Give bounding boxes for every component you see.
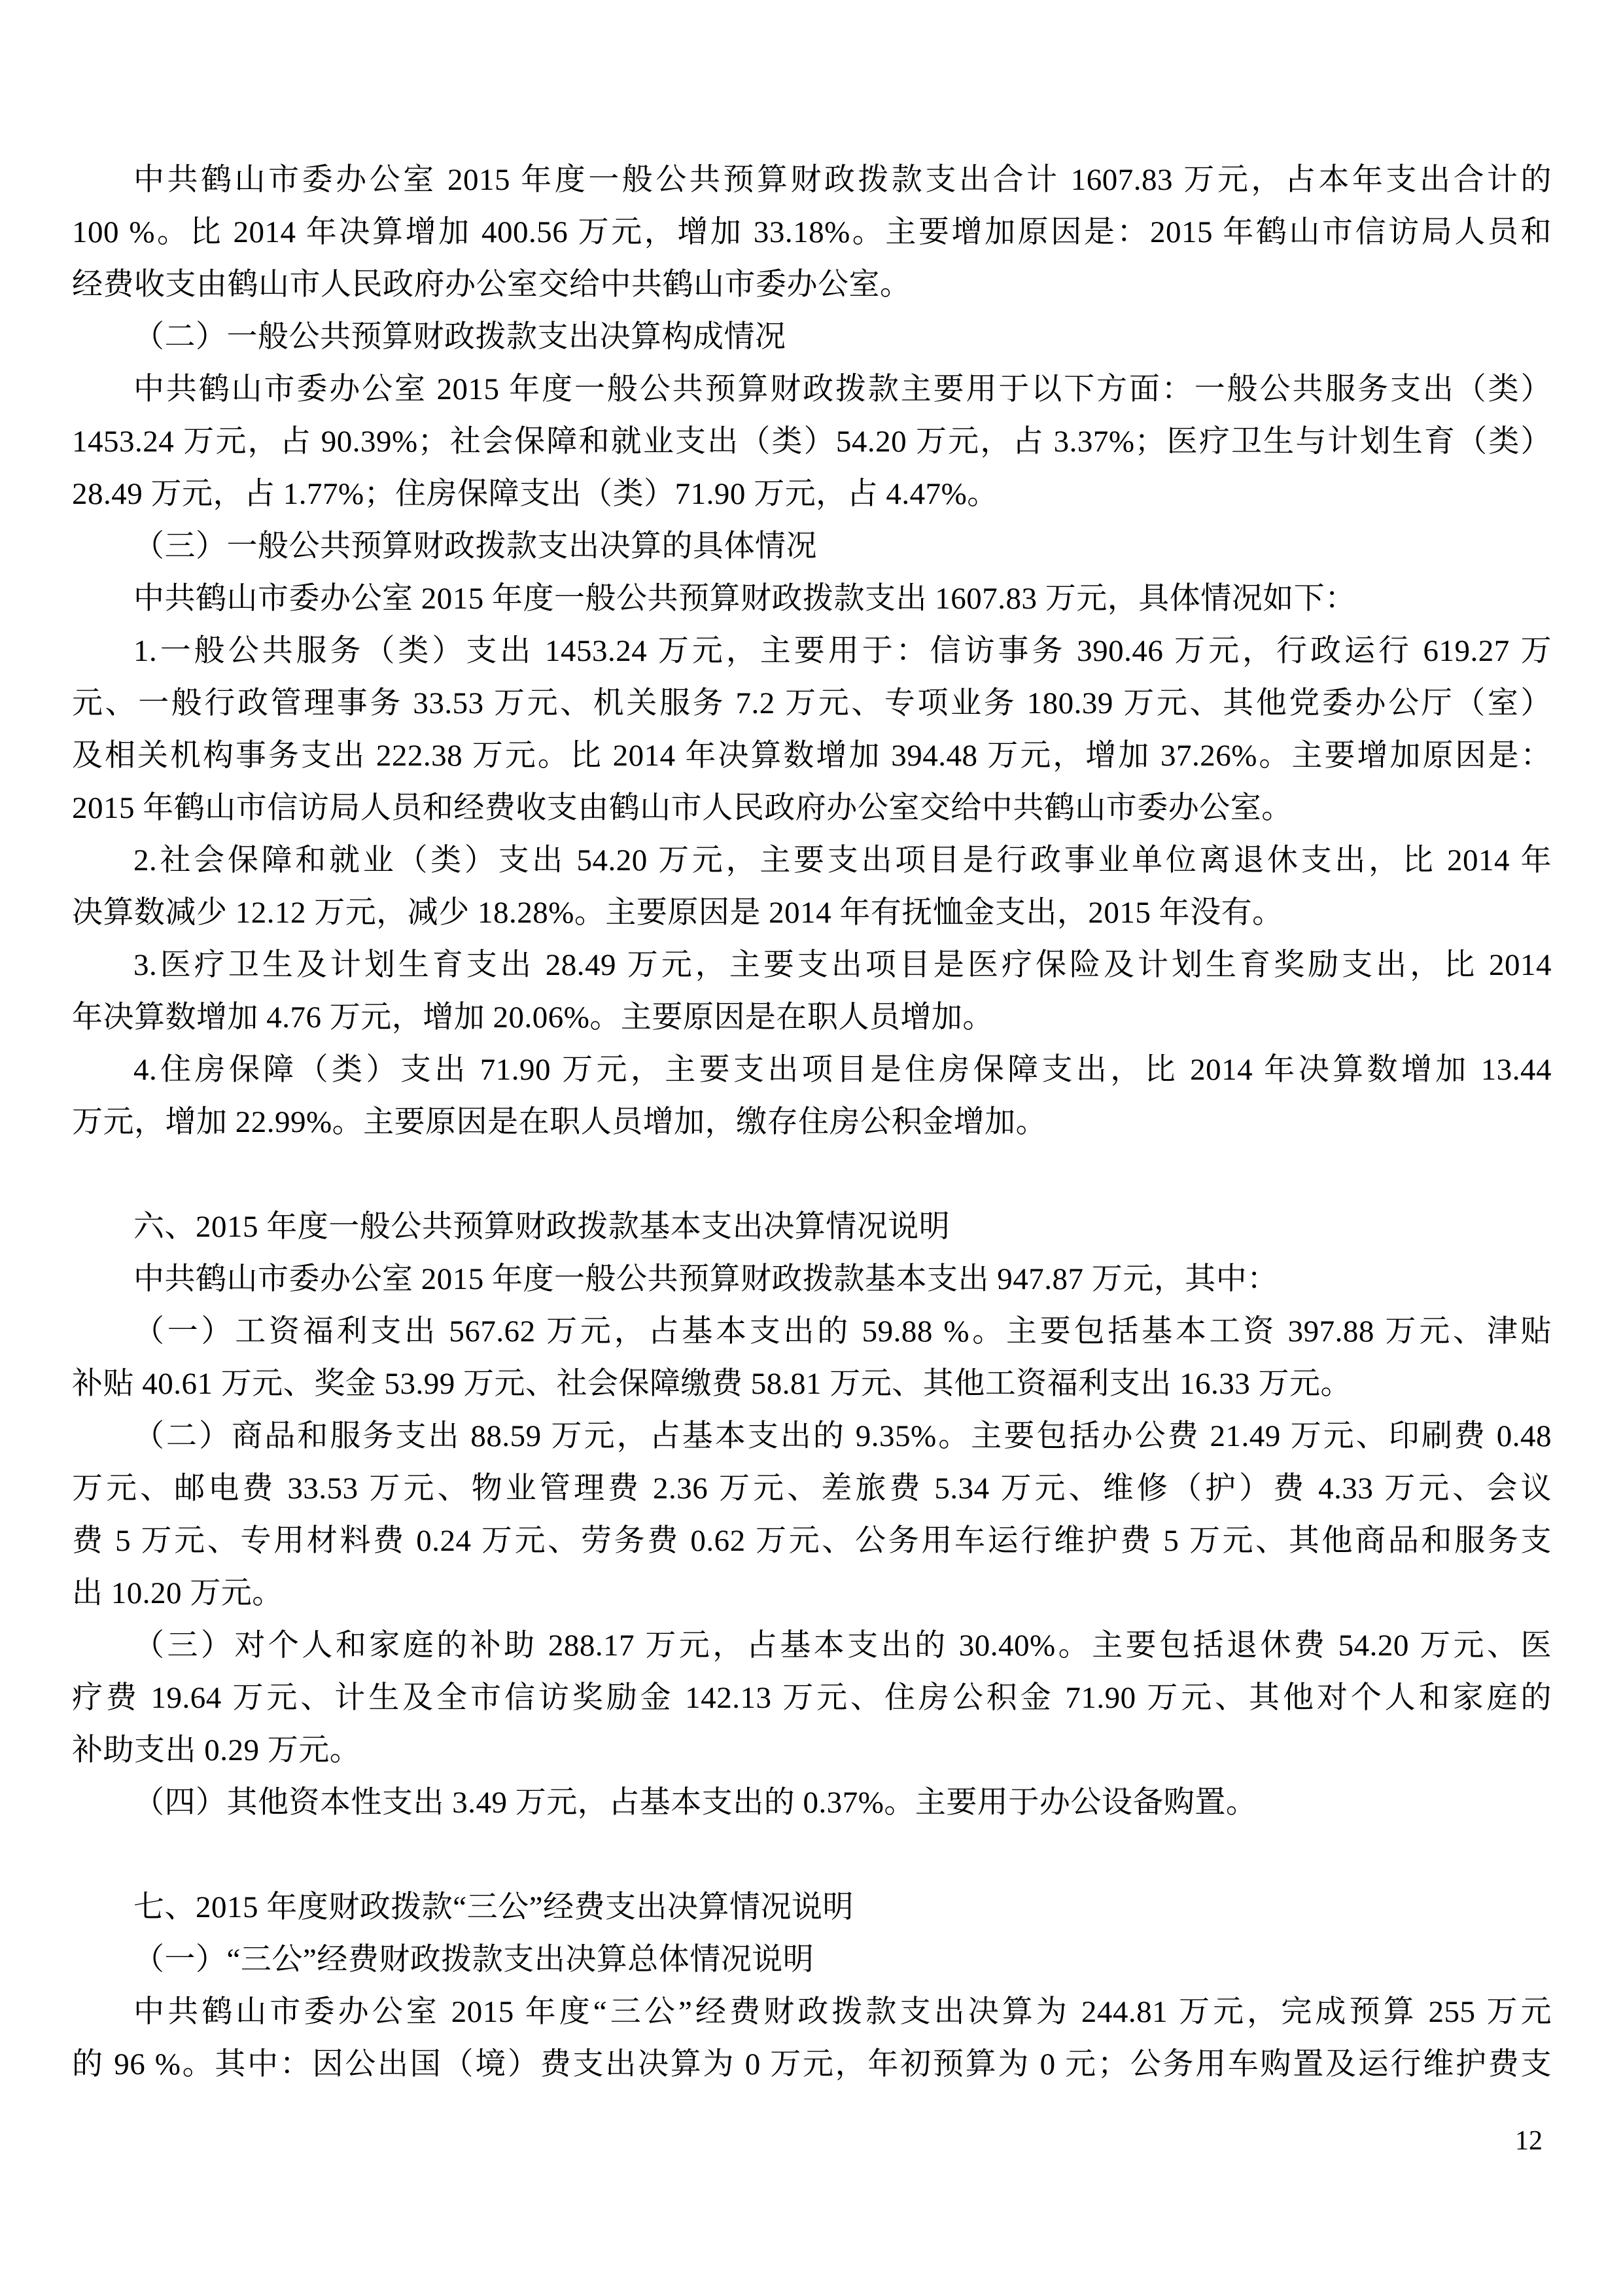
text-line: 疗费 19.64 万元、计生及全市信访奖励金 142.13 万元、住房公积金 71.90 万元、其他对个人和家庭的 — [72, 1681, 1552, 1715]
text-line: 年决算数增加 4.76 万元，增加 20.06%。主要原因是在职人员增加。 — [72, 1000, 994, 1034]
text-line: 及相关机构事务支出 222.38 万元。比 2014 年决算数增加 394.48 万元，增加 37.26%。主要增加原因是： — [72, 739, 1552, 773]
body-paragraph — [72, 1410, 1552, 1619]
body-paragraph — [72, 1253, 1552, 1305]
body-paragraph — [72, 1044, 1552, 1148]
heading-line: 六、2015 年度一般公共预算财政拨款基本支出决算情况说明 — [133, 1210, 951, 1244]
heading-line: （二）一般公共预算财政拨款支出决算构成情况 — [133, 320, 786, 354]
text-line: 元、一般行政管理事务 33.53 万元、机关服务 7.2 万元、专项业务 180.39 万元、其他党委办公厅（室） — [72, 686, 1552, 720]
text-line: 费 5 万元、专用材料费 0.24 万元、劳务费 0.62 万元、公务用车运行维护费 5 万元、其他商品和服务支 — [72, 1524, 1552, 1558]
subsection-heading-3 — [72, 520, 1552, 573]
body-paragraph — [72, 1619, 1552, 1776]
heading-line: 七、2015 年度财政拨款“三公”经费支出决算情况说明 — [133, 1890, 854, 1924]
body-paragraph — [72, 834, 1552, 939]
text-line: 1453.24 万元，占 90.39%；社会保障和就业支出（类）54.20 万元，占 3.37%；医疗卫生与计划生育（类） — [72, 425, 1552, 459]
subsection-heading-1 — [72, 1934, 1552, 1986]
text-line: 补助支出 0.29 万元。 — [72, 1733, 361, 1767]
text-line: 2015 年鹤山市信访局人员和经费收支由鹤山市人民政府办公室交给中共鹤山市委办公室。 — [72, 791, 1293, 825]
body-paragraph — [72, 1776, 1552, 1829]
heading-line: （三）一般公共预算财政拨款支出决算的具体情况 — [133, 529, 817, 563]
text-line: 28.49 万元，占 1.77%；住房保障支出（类）71.90 万元，占 4.47%。 — [72, 477, 998, 511]
text-line: 出 10.20 万元。 — [72, 1576, 283, 1610]
text-line: 中共鹤山市委办公室 2015 年度一般公共预算财政拨款支出合计 1607.83 万元，占本年支出合计的 — [133, 163, 1552, 197]
page-number: 12 — [1515, 2126, 1543, 2156]
text-line: 1.一般公共服务（类）支出 1453.24 万元，主要用于：信访事务 390.46 万元，行政运行 619.27 万 — [133, 634, 1552, 668]
text-line: 中共鹤山市委办公室 2015 年度一般公共预算财政拨款主要用于以下方面：一般公共服务支出（类） — [133, 372, 1552, 406]
text-line: 中共鹤山市委办公室 2015 年度一般公共预算财政拨款基本支出 947.87 万元，其中： — [133, 1262, 1278, 1296]
text-line: （二）商品和服务支出 88.59 万元，占基本支出的 9.35%。主要包括办公费 21.49 万元、印刷费 0.48 — [133, 1419, 1552, 1453]
text-line: 经费收支由鹤山市人民政府办公室交给中共鹤山市委办公室。 — [72, 268, 911, 302]
body-paragraph — [72, 625, 1552, 834]
text-line: （三）对个人和家庭的补助 288.17 万元，占基本支出的 30.40%。主要包括退休费 54.20 万元、医 — [133, 1629, 1552, 1663]
section-heading-6 — [72, 1201, 1552, 1253]
text-line: 中共鹤山市委办公室 2015 年度一般公共预算财政拨款支出 1607.83 万元，具体情况如下： — [133, 582, 1356, 616]
subsection-heading-2 — [72, 311, 1552, 363]
section-heading-7 — [72, 1881, 1552, 1934]
body-paragraph — [72, 363, 1552, 520]
body-paragraph — [72, 154, 1552, 311]
text-line: 的 96 %。其中：因公出国（境）费支出决算为 0 万元，年初预算为 0 元；公务用车购置及运行维护费支 — [72, 2047, 1552, 2081]
text-line: 2.社会保障和就业（类）支出 54.20 万元，主要支出项目是行政事业单位离退休支出，比 2014 年 — [133, 843, 1552, 877]
body-paragraph — [72, 1305, 1552, 1410]
body-paragraph — [72, 573, 1552, 625]
text-line: 决算数减少 12.12 万元，减少 18.28%。主要原因是 2014 年有抚恤金支出，2015 年没有。 — [72, 896, 1283, 930]
text-line: 3.医疗卫生及计划生育支出 28.49 万元，主要支出项目是医疗保险及计划生育奖励支出，比 2014 — [133, 948, 1552, 982]
text-line: 万元、邮电费 33.53 万元、物业管理费 2.36 万元、差旅费 5.34 万元、维修（护）费 4.33 万元、会议 — [72, 1472, 1552, 1506]
document-body — [72, 154, 1552, 2091]
text-line: 中共鹤山市委办公室 2015 年度“三公”经费财政拨款支出决算为 244.81 万元，完成预算 255 万元 — [133, 1995, 1552, 2029]
text-line: 100 %。比 2014 年决算增加 400.56 万元，增加 33.18%。主要增加原因是：2015 年鹤山市信访局人员和 — [72, 215, 1552, 249]
blank-line — [72, 1829, 1552, 1881]
text-line: 补贴 40.61 万元、奖金 53.99 万元、社会保障缴费 58.81 万元、其他工资福利支出 16.33 万元。 — [72, 1367, 1352, 1401]
heading-line: （一）“三公”经费财政拨款支出决算总体情况说明 — [133, 1943, 814, 1977]
text-line: 4.住房保障（类）支出 71.90 万元，主要支出项目是住房保障支出，比 2014 年决算数增加 13.44 — [133, 1053, 1552, 1087]
body-paragraph — [72, 1986, 1552, 2091]
blank-line — [72, 1148, 1552, 1201]
text-line: （一）工资福利支出 567.62 万元，占基本支出的 59.88 %。主要包括基本工资 397.88 万元、津贴 — [133, 1315, 1552, 1349]
body-paragraph — [72, 939, 1552, 1044]
text-line: 万元，增加 22.99%。主要原因是在职人员增加，缴存住房公积金增加。 — [72, 1105, 1047, 1139]
text-line: （四）其他资本性支出 3.49 万元，占基本支出的 0.37%。主要用于办公设备购置。 — [133, 1786, 1257, 1820]
